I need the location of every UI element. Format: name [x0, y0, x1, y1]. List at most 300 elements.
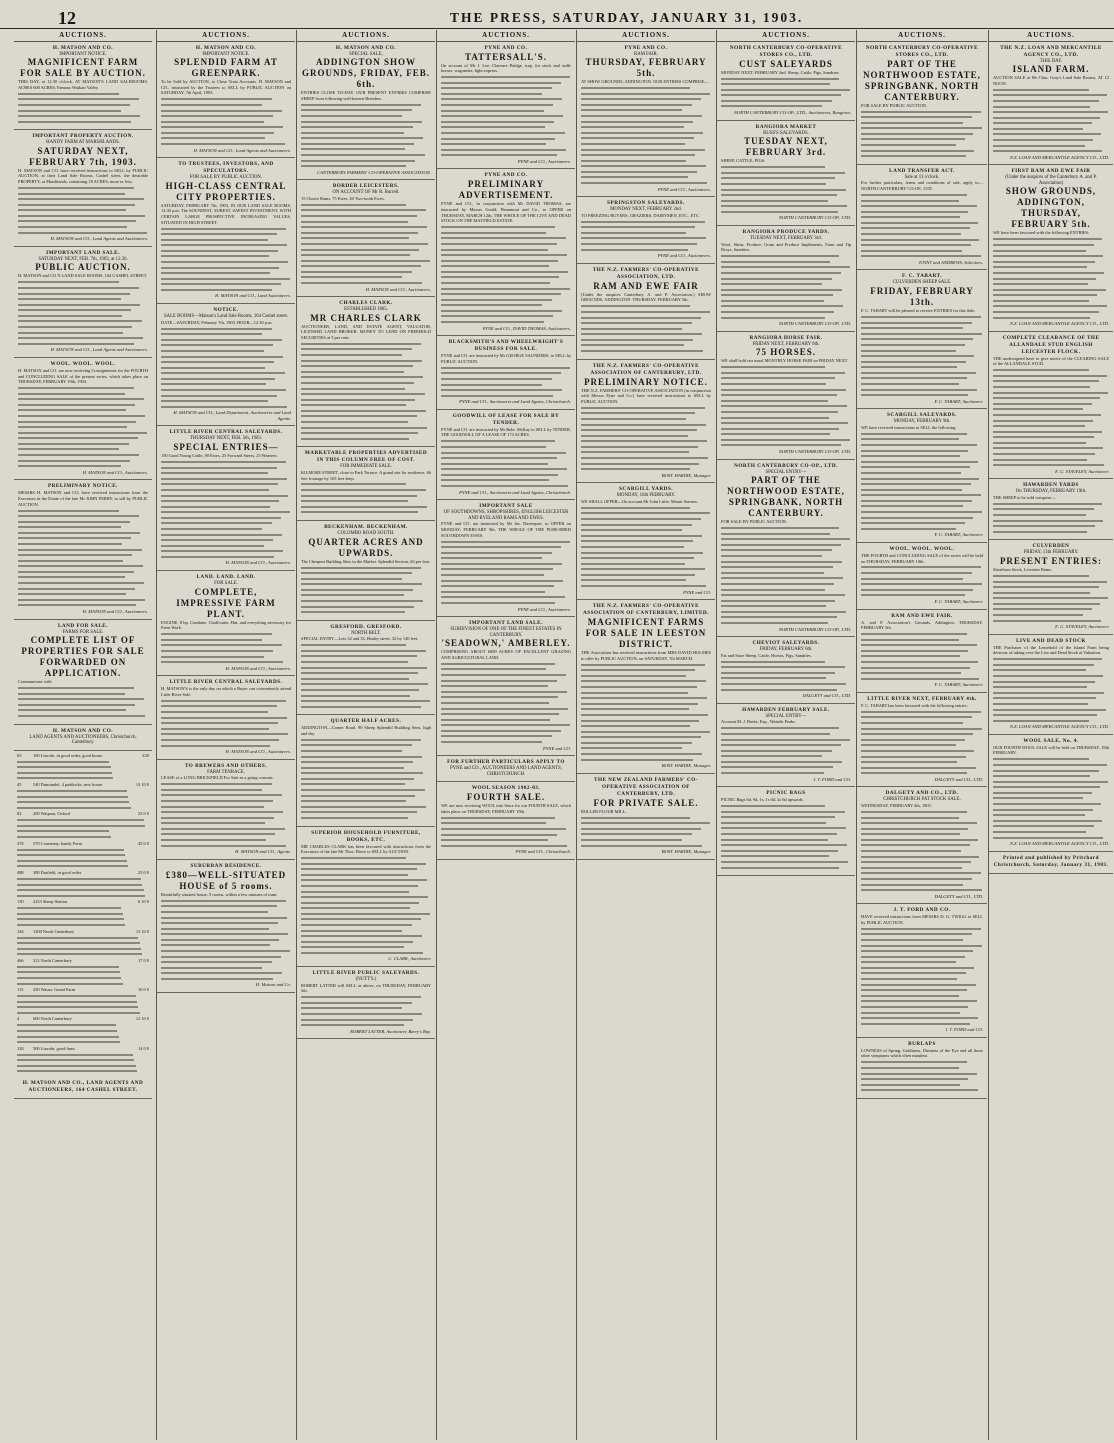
fine-print-line — [441, 264, 549, 268]
ad-heading: NORTH CANTERBURY CO-OPERATIVE STORES CO., LTD. — [729, 44, 843, 58]
fine-print-line — [581, 752, 702, 756]
ad-title: TUESDAY NEXT, FEBRUARY 3rd. — [744, 136, 828, 158]
fine-print-line — [18, 103, 130, 107]
fine-print-line — [861, 816, 959, 820]
fine-print-line — [301, 270, 412, 274]
fine-print-line — [993, 391, 1108, 395]
fine-print-line — [17, 864, 128, 868]
fine-print-line — [301, 259, 430, 263]
fine-print-line — [161, 805, 264, 809]
fine-print-line — [161, 125, 283, 129]
listing-description: 1200 Newk Canterbury — [33, 928, 75, 934]
fine-print-line — [581, 175, 688, 179]
ad-title: SPECIAL ENTRIES— — [173, 442, 279, 453]
fine-print-line — [993, 513, 1086, 517]
fine-print-line — [861, 838, 978, 842]
fine-print-line — [161, 721, 278, 725]
fine-print-line — [861, 493, 981, 497]
fine-print-line — [861, 755, 966, 759]
fine-print-line — [161, 782, 272, 786]
ad-heading: THE NEW ZEALAND FARMERS' CO-OPERATIVE ASSOCIATION OF CANTERBURY, LTD. — [593, 776, 699, 797]
listing-description: 200 Waipara, Oxford — [33, 811, 70, 817]
ad-body: Wool, Skins, Produce, Grain and Produce Implements, Farm and Tip Drays, Sundries. — [721, 241, 851, 253]
fine-print-line — [441, 844, 567, 848]
fine-print-line — [161, 977, 273, 981]
fine-print-line — [18, 403, 135, 407]
ad-heading: NORTH CANTERBURY CO-OPERATIVE STORES CO., LTD. — [865, 44, 979, 58]
fine-print-line — [441, 662, 555, 666]
fine-print-line — [861, 666, 970, 670]
fine-print-line — [581, 551, 703, 555]
advertisement — [857, 165, 987, 271]
advertisement — [297, 180, 435, 297]
fine-print-line — [441, 673, 566, 677]
fine-print-line — [18, 436, 138, 440]
fine-print-line — [161, 142, 285, 146]
fine-print-line — [993, 819, 1102, 823]
advertisement — [989, 42, 1113, 166]
fine-print-line — [161, 254, 269, 258]
fine-print-line — [301, 120, 422, 124]
fine-print-line — [301, 231, 418, 235]
ad-body: ROBERT LATTER will SELL as above, on THURSDAY, FEBRUARY 5th. — [301, 982, 431, 994]
fine-print-line — [161, 704, 277, 708]
fine-print-line — [993, 802, 1101, 806]
fine-print-line — [581, 148, 705, 152]
fine-print-line — [18, 531, 140, 535]
fine-print-line — [861, 1060, 967, 1064]
fine-print-line — [161, 716, 287, 720]
fine-print-line — [861, 771, 967, 775]
ad-heading: H. MATSON AND CO. — [195, 44, 257, 51]
fine-print-line — [721, 565, 833, 569]
fine-print-line — [18, 708, 126, 712]
fine-print-line — [161, 266, 279, 270]
fine-print-line — [581, 439, 707, 443]
fine-print-line — [18, 303, 140, 307]
fine-print-line — [581, 153, 695, 157]
fine-print-line — [441, 545, 561, 549]
fine-print-line — [861, 154, 966, 158]
fine-print-line — [581, 434, 688, 438]
fine-print-line — [301, 403, 406, 407]
fine-print-line — [721, 849, 838, 853]
ad-body: H. MATSON and CO. are now receiving Consignments for the FOURTH and CONCLUDING SALE of the present series, which takes place on THURSDAY, FEBRUARY 19th, 1903. — [18, 367, 148, 385]
fine-print-line — [301, 499, 408, 503]
ad-signature: F. C. TABART, Auctioneer. — [934, 682, 983, 688]
fine-print-line — [861, 315, 981, 319]
fine-print-line — [581, 730, 710, 734]
ad-subheading: THIS DAY. — [1039, 58, 1063, 64]
fine-print-line — [721, 421, 848, 425]
fine-print-line — [18, 92, 119, 96]
fine-print-line — [721, 588, 825, 592]
fine-print-line — [861, 221, 978, 225]
fine-print-line — [721, 260, 830, 264]
fine-print-line — [301, 605, 414, 609]
fine-print-line — [161, 377, 275, 381]
fine-print-line — [301, 738, 421, 742]
fine-print-line — [581, 741, 692, 745]
fine-print-line — [161, 282, 281, 286]
fine-print-line — [581, 844, 702, 848]
fine-print-line — [581, 578, 686, 582]
fine-print-line — [861, 115, 972, 119]
listing-quantity: 4 — [17, 1016, 20, 1022]
ad-signature: BOST. HARDIE, Manager. — [661, 472, 711, 478]
ad-heading: CHARLES CLARK. — [339, 300, 393, 307]
fine-print-line — [161, 97, 272, 101]
fine-print-line — [861, 727, 982, 731]
fine-print-line — [721, 193, 837, 197]
fine-print-line — [17, 1023, 116, 1027]
ad-body: ENGINE, 8 hp, Combine, Chaffcutter, Hut, and everything necessary for Farm Work. — [161, 619, 291, 631]
advertisement — [437, 42, 575, 170]
fine-print-line — [161, 338, 282, 342]
fine-print-line — [161, 399, 268, 403]
fine-print-line — [861, 643, 977, 647]
listing-row — [17, 841, 149, 847]
column-7 — [856, 30, 987, 1440]
fine-print-line — [161, 232, 277, 236]
fine-print-line — [861, 521, 965, 525]
fine-print-line — [441, 270, 568, 274]
ad-title: MAGNIFICENT FARM FOR SALE BY AUCTION. — [20, 57, 146, 79]
ad-body: THE Association has received instructions from MRS DAVID HOLMES to offer by PUBLIC AUCTION, on SATURDAY, 7th MARCH. — [581, 650, 711, 661]
fine-print-line — [18, 336, 143, 340]
fine-print-line — [441, 467, 567, 471]
fine-print-line — [18, 598, 145, 602]
fine-print-line — [17, 1040, 120, 1044]
fine-print-line — [861, 1005, 968, 1009]
fine-print-line — [17, 941, 140, 945]
fine-print-line — [17, 765, 111, 769]
fine-print-line — [721, 316, 825, 320]
fine-print-line — [861, 710, 981, 714]
fine-print-line — [18, 697, 144, 701]
fine-print-line — [721, 760, 842, 764]
fine-print-line — [161, 394, 277, 398]
fine-print-line — [301, 805, 426, 809]
fine-print-line — [441, 562, 562, 566]
ad-heading: WOOL SALE, No. 4. — [1023, 737, 1079, 744]
fine-print-line — [441, 590, 545, 594]
fine-print-line — [581, 838, 682, 842]
fine-print-line — [161, 271, 270, 275]
fine-print-line — [301, 895, 428, 899]
fine-print-line — [581, 562, 685, 566]
fine-print-line — [993, 385, 1090, 389]
advertisement — [157, 571, 295, 676]
fine-print-line — [861, 1077, 968, 1081]
listing-description: 540 Dunsandel, 4 paddocks, new house — [33, 782, 103, 788]
fine-print-line — [441, 451, 566, 455]
fine-print-line — [18, 186, 134, 190]
advertisement — [437, 756, 575, 782]
listing-quantity: 128 — [17, 1045, 24, 1051]
fine-print-line — [861, 888, 982, 892]
fine-print-line — [441, 718, 550, 722]
ad-title: MR CHARLES CLARK — [310, 312, 422, 323]
fine-print-line — [861, 638, 959, 642]
ad-signature: BOST. HARDIE, Manager. — [661, 849, 711, 855]
ad-signature: NORTH CANTERBURY CO-OP., LTD., Auctioneers, Rangiora. — [733, 110, 851, 116]
fine-print-line — [301, 505, 427, 509]
fine-print-line — [581, 702, 698, 706]
fine-print-line — [18, 714, 145, 718]
fine-print-line — [17, 853, 125, 857]
column-header: AUCTIONS. — [297, 30, 435, 42]
fine-print-line — [861, 249, 962, 253]
fine-print-line — [301, 125, 413, 129]
fine-print-line — [993, 663, 1094, 667]
fine-print-line — [861, 1016, 978, 1020]
fine-print-line — [441, 707, 568, 711]
fine-print-line — [721, 815, 835, 819]
listing-price: 10 0 0 — [138, 987, 149, 993]
fine-print-line — [301, 890, 409, 894]
ad-title: THURSDAY, FEBRUARY 5th. — [585, 57, 707, 79]
ad-title: SHOW GROUNDS, ADDINGTON, THURSDAY, FEBRUARY 5th. — [1005, 186, 1097, 230]
fine-print-line — [17, 1005, 138, 1009]
fine-print-line — [721, 210, 838, 214]
fine-print-line — [721, 604, 826, 608]
fine-print-line — [581, 832, 692, 836]
advertisement — [717, 121, 855, 226]
advertisement — [437, 500, 575, 617]
fine-print-line — [861, 437, 959, 441]
fine-print-line — [441, 667, 546, 671]
fine-print-line — [301, 867, 417, 871]
fine-print-line — [993, 424, 1085, 428]
fine-print-line — [18, 509, 119, 513]
ad-heading: LAND TRANSFER ACT. — [889, 167, 955, 174]
fine-print-line — [301, 677, 409, 681]
fine-print-line — [161, 466, 277, 470]
fine-print-line — [861, 649, 968, 653]
fine-print-line — [861, 371, 976, 375]
fine-print-line — [441, 309, 562, 313]
fine-print-line — [301, 682, 428, 686]
fine-print-line — [581, 707, 689, 711]
fine-print-line — [861, 110, 981, 114]
fine-print-line — [301, 940, 413, 944]
fine-print-line — [17, 883, 142, 887]
advertisement — [989, 332, 1113, 480]
fine-print-line — [721, 77, 839, 81]
advertisement — [14, 358, 152, 480]
fine-print-line — [581, 159, 686, 163]
fine-print-line — [993, 668, 1086, 672]
fine-print-line — [18, 592, 126, 596]
fine-print-line — [161, 943, 270, 947]
fine-print-line — [301, 387, 405, 391]
fine-print-line — [993, 237, 1102, 241]
fine-print-line — [861, 883, 963, 887]
ad-body: For further particulars, terms and conditions of sale, apply to— NORTH CANTERBURY CO-OP., LTD. — [861, 180, 983, 191]
fine-print-line — [581, 136, 694, 140]
ad-heading: RANGIORA PRODUCE YARDS. — [742, 229, 830, 236]
ad-signature: H. MATSON and CO., Auctioneers. — [225, 665, 291, 671]
fine-print-line — [301, 788, 425, 792]
fine-print-line — [17, 982, 123, 986]
ad-body: SATURDAY, FEBRUARY 7th, 1903, IN OUR LAND SALE ROOMS, 12.30 p.m. The SOUNDEST, SUREST, SAFEST INVESTMENT, WITH CERTAIN LARGE PROSPECTIVE INCREASING VALUES, SITUATED IN HIGH STREET. — [161, 202, 291, 225]
ad-signature: PYNE and CO., Auctioneers. — [517, 158, 571, 164]
column-3 — [296, 30, 435, 1440]
fine-print-line — [301, 136, 423, 140]
fine-print-line — [861, 1066, 959, 1070]
advertisement — [157, 676, 295, 759]
fine-print-line — [161, 966, 262, 970]
fine-print-line — [17, 906, 121, 910]
fine-print-line — [861, 232, 961, 236]
fine-print-line — [161, 471, 268, 475]
ad-subheading: CHRISTCHURCH FAT STOCK SALE. — [883, 797, 961, 803]
ad-title: CUST SALEYARDS — [739, 58, 833, 69]
fine-print-line — [861, 360, 966, 364]
fine-print-line — [161, 499, 279, 503]
fine-print-line — [161, 555, 274, 559]
ad-subheading: IMPORTANT NOTICE. — [202, 51, 250, 57]
fine-print-line — [721, 416, 829, 420]
fine-print-line — [721, 576, 843, 580]
ad-subheading: SALE ROOMS—Matson's Land Sale Rooms, 164 Cashel street. — [163, 314, 289, 320]
fine-print-line — [18, 392, 125, 396]
fine-print-line — [993, 249, 1086, 253]
ad-heading: WOOL. WOOL. WOOL. — [889, 545, 955, 552]
fine-print-line — [993, 680, 1095, 684]
advertisement — [437, 336, 575, 410]
fine-print-line — [161, 538, 273, 542]
advertisement — [157, 760, 295, 860]
ad-title: ADDINGTON SHOW GROUNDS, FRIDAY, FEB. 6th. — [301, 57, 431, 90]
fine-print-line — [17, 1035, 119, 1039]
fine-print-line — [721, 438, 850, 442]
advertisement — [297, 827, 435, 968]
fine-print-line — [861, 871, 981, 875]
fine-print-line — [441, 242, 557, 246]
fine-print-line — [861, 866, 962, 870]
fine-print-line — [161, 388, 286, 392]
fine-print-line — [861, 443, 977, 447]
advertisement — [857, 1038, 987, 1099]
fine-print-line — [721, 671, 835, 675]
advertisement — [297, 715, 435, 826]
fine-print-line — [18, 536, 131, 540]
ad-heading: SUPERIOR HOUSEHOLD FURNITURE, BOOKS, ETC. — [311, 829, 421, 843]
fine-print-line — [861, 449, 968, 453]
fine-print-line — [301, 375, 423, 379]
advertisement — [157, 304, 295, 426]
fine-print-line — [581, 674, 686, 678]
advertisement — [577, 264, 715, 360]
fine-print-line — [581, 539, 693, 543]
fine-print-line — [161, 505, 270, 509]
fine-print-line — [861, 932, 972, 936]
fine-print-line — [18, 114, 140, 118]
ad-subheading: FRIDAY, 13th FEBRUARY. — [1023, 550, 1079, 556]
ad-subheading: MONDAY, 16th FEBRUARY. — [616, 493, 676, 499]
fine-print-line — [301, 588, 413, 592]
fine-print-line — [993, 379, 1099, 383]
advertisement — [717, 704, 855, 787]
ad-signature: H. MATSON and CO., Land Agents and Auctioneers. — [50, 347, 148, 353]
fine-print-line — [161, 238, 268, 242]
fine-print-line — [721, 371, 845, 375]
advertisement — [717, 460, 855, 638]
ad-title: RAM AND EWE FAIR — [593, 280, 699, 291]
fine-print-line — [993, 407, 1083, 411]
fine-print-line — [441, 388, 562, 392]
fine-print-line — [17, 1029, 117, 1033]
ad-heading: QUARTER HALF ACRES. — [330, 718, 402, 725]
fine-print-line — [161, 288, 272, 292]
fine-print-line — [18, 447, 119, 451]
ad-heading: FIRST RAM AND EWE FAIR — [1011, 168, 1091, 175]
fine-print-line — [993, 619, 1101, 623]
fine-print-line — [18, 581, 144, 585]
fine-print-line — [18, 325, 132, 329]
fine-print-line — [581, 450, 689, 454]
fine-print-line — [993, 602, 1100, 606]
fine-print-line — [17, 1053, 133, 1057]
ad-subheading: SATURDAY NEXT, FEB. 7th, 1903, at 12.30. — [38, 256, 128, 262]
ad-subheading: MONDAY, FEBRUARY 9th. — [893, 419, 951, 425]
ad-signature: E. G. STAVELEY, Auctioneer. — [1055, 468, 1109, 474]
fine-print-line — [581, 573, 695, 577]
fine-print-line — [441, 462, 548, 466]
ad-signature: H. MATSON and CO., Land Agents and Auctioneers. — [50, 236, 148, 242]
ad-body: PYNE and CO. are instructed by Mr Robt. McKay to SELL by TENDER, THE GOODWILL OF A LEASE OF 173 ACRES. — [441, 426, 571, 438]
fine-print-line — [861, 971, 966, 975]
fine-print-line — [161, 821, 265, 825]
ad-heading: LITTLE RIVER PUBLIC SALEYARDS. — [312, 970, 420, 977]
fine-print-line — [861, 960, 956, 964]
ad-body: WEDNESDAY, FEBRUARY 4th, 1903. — [861, 803, 932, 809]
fine-print-line — [861, 760, 957, 764]
fine-print-line — [993, 293, 1097, 297]
fine-print-line — [301, 873, 408, 877]
fine-print-line — [721, 726, 839, 730]
fine-print-line — [721, 754, 822, 758]
fine-print-line — [721, 738, 850, 742]
fine-print-line — [161, 649, 273, 653]
ad-body: THE undersigned have to give notice of the CLEARING SALE of the ALLANDALE STUD. — [993, 355, 1109, 367]
fine-print-line — [161, 638, 262, 642]
fine-print-line — [301, 566, 421, 570]
column-header: AUCTIONS. — [717, 30, 855, 42]
fine-print-line — [18, 514, 139, 518]
ad-title: TATTERSALL'S. — [465, 51, 547, 62]
fine-print-line — [721, 427, 839, 431]
ad-signature: H. MATSON and CO., Agents. — [235, 849, 291, 855]
fine-print-line — [861, 137, 965, 141]
ad-body: OUR FOURTH WOOL SALE will be held on THURSDAY, 19th FEBRUARY. — [993, 744, 1109, 756]
fine-print-line — [861, 471, 961, 475]
fine-print-line — [993, 507, 1094, 511]
fine-print-line — [581, 423, 706, 427]
fine-print-line — [861, 382, 959, 386]
fine-print-line — [18, 280, 119, 284]
advertisement — [14, 42, 152, 131]
fine-print-line — [161, 366, 265, 370]
fine-print-line — [581, 338, 693, 342]
ad-title: FOR PRIVATE SALE. — [593, 797, 699, 808]
fine-print-line — [18, 314, 122, 318]
fine-print-line — [161, 527, 262, 531]
fine-print-line — [993, 430, 1102, 434]
fine-print-line — [161, 971, 282, 975]
